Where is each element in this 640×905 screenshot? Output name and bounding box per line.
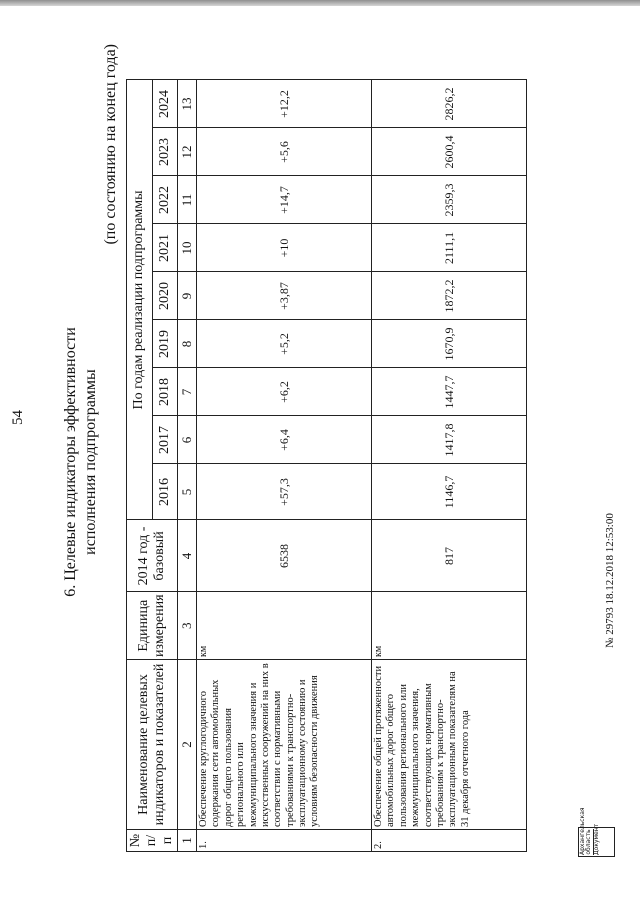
year-value: 1872,2 [372, 272, 527, 320]
state-note: (по состоянию на конец года) [102, 44, 119, 245]
row-number: 2. [372, 830, 527, 852]
column-number: 9 [178, 272, 197, 320]
year-value: +10 [197, 224, 372, 272]
indicators-table [126, 79, 527, 852]
indicator-unit: км [372, 592, 527, 660]
column-number: 8 [178, 320, 197, 368]
year-value: +12,2 [197, 80, 372, 128]
year-value: +6,2 [197, 368, 372, 416]
column-number: 1 [178, 830, 197, 852]
year-value: +5,2 [197, 320, 372, 368]
year-value: 2111,1 [372, 224, 527, 272]
indicator-name: Обеспечение общей протяженности автомобильных дорог общего пользования регионального или межмуниципального значения, соответствующих нормативным требованиям к транспортно-эксплуатационным показателям на 31 декабря отчетного года [372, 660, 527, 830]
logo-line-1: Архангельская область [579, 807, 593, 855]
header-row-1 [127, 80, 153, 852]
row-number: 1. [197, 830, 372, 852]
page-number: 54 [10, 410, 26, 425]
year-value: +6,4 [197, 416, 372, 464]
header-year: 2023 [152, 128, 178, 176]
rotated-document [50, 32, 610, 892]
year-value: 2826,2 [372, 80, 527, 128]
indicator-unit: км [197, 592, 372, 660]
year-value: 1670,9 [372, 320, 527, 368]
year-value: +5,6 [197, 128, 372, 176]
column-number: 10 [178, 224, 197, 272]
header-year: 2020 [152, 272, 178, 320]
base-value: 6538 [197, 520, 372, 592]
column-number: 7 [178, 368, 197, 416]
indicator-name: Обеспечение круглогодичного содержания сети автомобильных дорог общего пользования регионального или межмуниципального значения и искусственных сооружений на них в соответствии с нормативными требованиями к транспортно-эксплуатационному состоянию и условиям безопасности движения [197, 660, 372, 830]
header-year: 2022 [152, 176, 178, 224]
header-num: № п/п [127, 830, 178, 852]
column-number: 13 [178, 80, 197, 128]
header-year: 2018 [152, 368, 178, 416]
year-value: 1447,7 [372, 368, 527, 416]
column-number: 4 [178, 520, 197, 592]
header-year: 2021 [152, 224, 178, 272]
year-value: 2359,3 [372, 176, 527, 224]
column-number: 2 [178, 660, 197, 830]
section-title: 6. Целевые индикаторы эффективности [62, 327, 79, 597]
column-numbers-row [178, 80, 197, 852]
year-value: 2600,4 [372, 128, 527, 176]
header-year: 2024 [152, 80, 178, 128]
year-value: +14,7 [197, 176, 372, 224]
header-period: По годам реализации подпрограммы [127, 80, 153, 520]
column-number: 6 [178, 416, 197, 464]
header-unit: Единица измерения [127, 592, 178, 660]
logo-line-2: Документ [592, 823, 600, 855]
year-value: +57,3 [197, 464, 372, 520]
header-base-year: 2014 год - базовый [127, 520, 178, 592]
registration-stamp: № 29793 18.12.2018 12:53:00 [604, 513, 616, 648]
year-value: 1417,8 [372, 416, 527, 464]
year-value: +3,87 [197, 272, 372, 320]
header-year: 2019 [152, 320, 178, 368]
scan-edge [0, 0, 640, 6]
header-name: Наименование целевых индикаторов и показателей [127, 660, 178, 830]
table-row [372, 80, 527, 852]
section-subtitle: исполнения подпрограммы [82, 369, 99, 555]
year-value: 1146,7 [372, 464, 527, 520]
column-number: 3 [178, 592, 197, 660]
column-number: 11 [178, 176, 197, 224]
column-number: 12 [178, 128, 197, 176]
header-year: 2016 [152, 464, 178, 520]
base-value: 817 [372, 520, 527, 592]
header-year: 2017 [152, 416, 178, 464]
column-number: 5 [178, 464, 197, 520]
table-row [197, 80, 372, 852]
